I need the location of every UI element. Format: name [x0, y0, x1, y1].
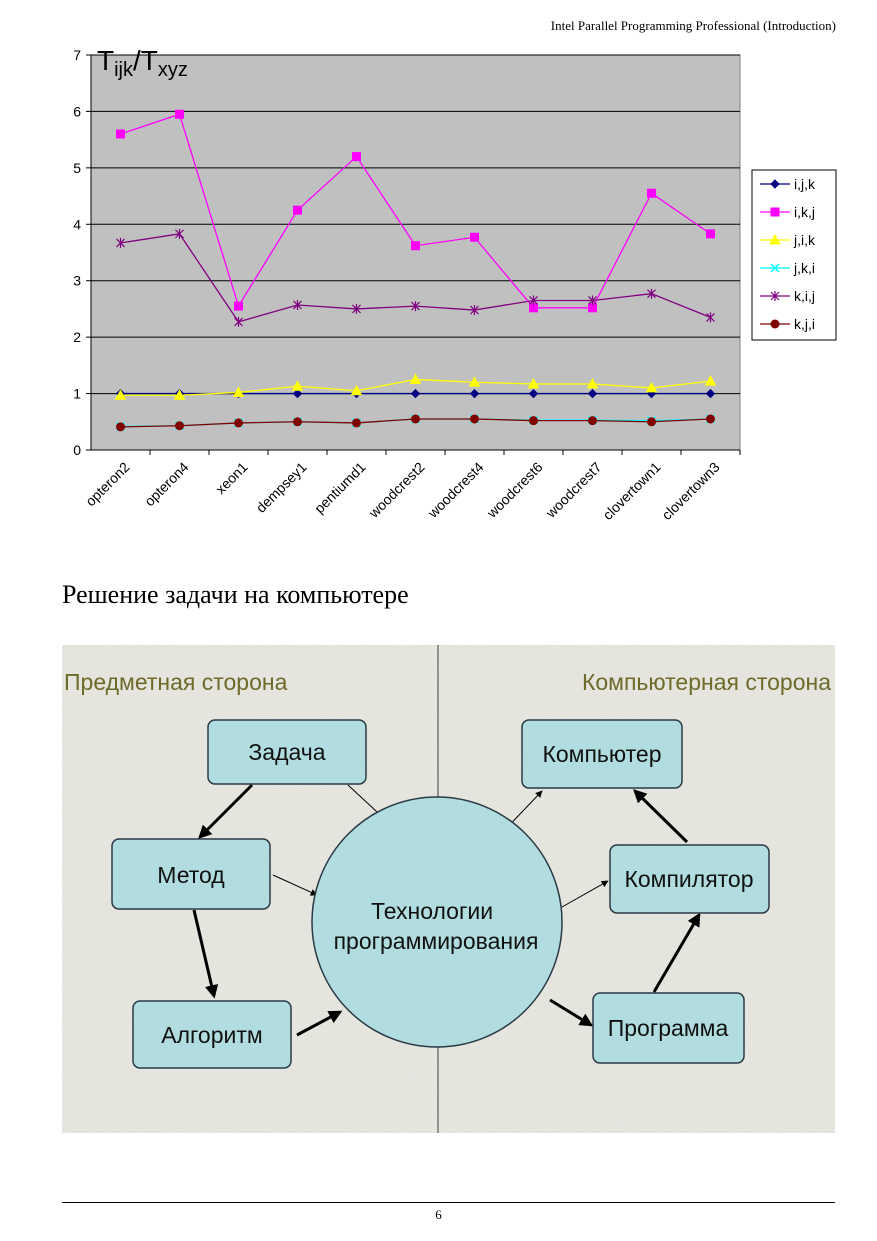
- box-program-label: Программа: [607, 1015, 729, 1041]
- point-ikj-opteron2: [117, 130, 125, 138]
- xtick-label-clovertown3: clovertown3: [658, 458, 723, 523]
- footer-divider: [62, 1202, 835, 1203]
- page-number: 6: [435, 1207, 442, 1222]
- point-kji-dempsey1: [294, 418, 302, 426]
- center-label-line1: Технологии: [370, 898, 494, 924]
- legend-marker-kji: [771, 320, 779, 328]
- right-side-title: Компьютерная сторона: [581, 669, 831, 695]
- point-kji-opteron2: [117, 423, 125, 431]
- point-ikj-pentiumd1: [353, 153, 361, 161]
- point-ikj-opteron4: [176, 110, 184, 118]
- ytick-label-0: 0: [73, 442, 81, 458]
- point-kji-woodcrest2: [412, 415, 420, 423]
- xtick-label-woodcrest4: woodcrest4: [424, 458, 487, 521]
- page-header: Intel Parallel Programming Professional (Introduction): [550, 18, 836, 33]
- legend-label-jik: j,i,k: [794, 232, 815, 248]
- ytick-label-3: 3: [73, 272, 81, 289]
- legend-label-kji: k,j,i: [794, 316, 815, 332]
- box-program: [593, 993, 744, 1063]
- legend-box: [752, 170, 836, 340]
- legend-label-ijk: i,j,k: [794, 176, 815, 192]
- box-task: [208, 720, 366, 784]
- xtick-label-opteron4: opteron4: [141, 458, 192, 510]
- point-kji-pentiumd1: [353, 419, 361, 427]
- box-compiler: [610, 845, 769, 913]
- box-algorithm: [133, 1001, 291, 1068]
- ytick-label-2: 2: [73, 329, 81, 346]
- left-side-title: Предметная сторона: [64, 669, 288, 695]
- point-ikj-xeon1: [235, 302, 243, 310]
- point-kji-xeon1: [235, 419, 243, 427]
- box-computer: [522, 720, 682, 788]
- point-kji-woodcrest6: [530, 417, 538, 425]
- xtick-label-xeon1: xeon1: [212, 458, 251, 498]
- box-computer-label: Компьютер: [542, 741, 662, 767]
- xtick-label-woodcrest7: woodcrest7: [542, 458, 605, 521]
- box-compiler-label: Компилятор: [624, 866, 754, 892]
- point-kji-clovertown1: [648, 418, 656, 426]
- box-algorithm-label: Алгоритм: [161, 1022, 263, 1048]
- line-chart: [60, 42, 850, 562]
- box-method-label: Метод: [157, 862, 225, 888]
- ytick-label-1: 1: [73, 385, 81, 402]
- legend-label-ikj: i,k,j: [794, 204, 815, 220]
- point-kji-woodcrest4: [471, 415, 479, 423]
- xtick-label-woodcrest2: woodcrest2: [365, 458, 428, 521]
- ytick-label-6: 6: [73, 103, 81, 120]
- box-task-label: Задача: [248, 739, 326, 765]
- xtick-label-clovertown1: clovertown1: [599, 458, 664, 523]
- point-kji-woodcrest7: [589, 417, 597, 425]
- xtick-label-pentiumd1: pentiumd1: [311, 458, 369, 517]
- box-method: [112, 839, 270, 909]
- ytick-label-7: 7: [73, 47, 81, 63]
- center-label-line2: программирования: [333, 928, 539, 954]
- legend-label-jki: j,k,i: [794, 260, 815, 276]
- xtick-label-woodcrest6: woodcrest6: [483, 458, 546, 521]
- flow-diagram: [62, 645, 835, 1133]
- point-ikj-clovertown1: [648, 189, 656, 197]
- point-ikj-dempsey1: [294, 206, 302, 214]
- point-ikj-woodcrest2: [412, 242, 420, 250]
- ytick-label-4: 4: [73, 216, 81, 233]
- ytick-label-5: 5: [73, 159, 81, 176]
- point-ikj-woodcrest4: [471, 233, 479, 241]
- xtick-label-opteron2: opteron2: [82, 458, 133, 510]
- point-kji-opteron4: [176, 422, 184, 430]
- legend-marker-ikj: [771, 208, 779, 216]
- point-ikj-clovertown3: [707, 230, 715, 238]
- section-title: Решение задачи на компьютере: [62, 580, 409, 609]
- point-kji-clovertown3: [707, 415, 715, 423]
- chart-title: $T_{ijk}/T_{xyz}$: [97, 45, 188, 81]
- xtick-label-dempsey1: dempsey1: [252, 458, 310, 516]
- legend-label-kij: k,i,j: [794, 288, 815, 304]
